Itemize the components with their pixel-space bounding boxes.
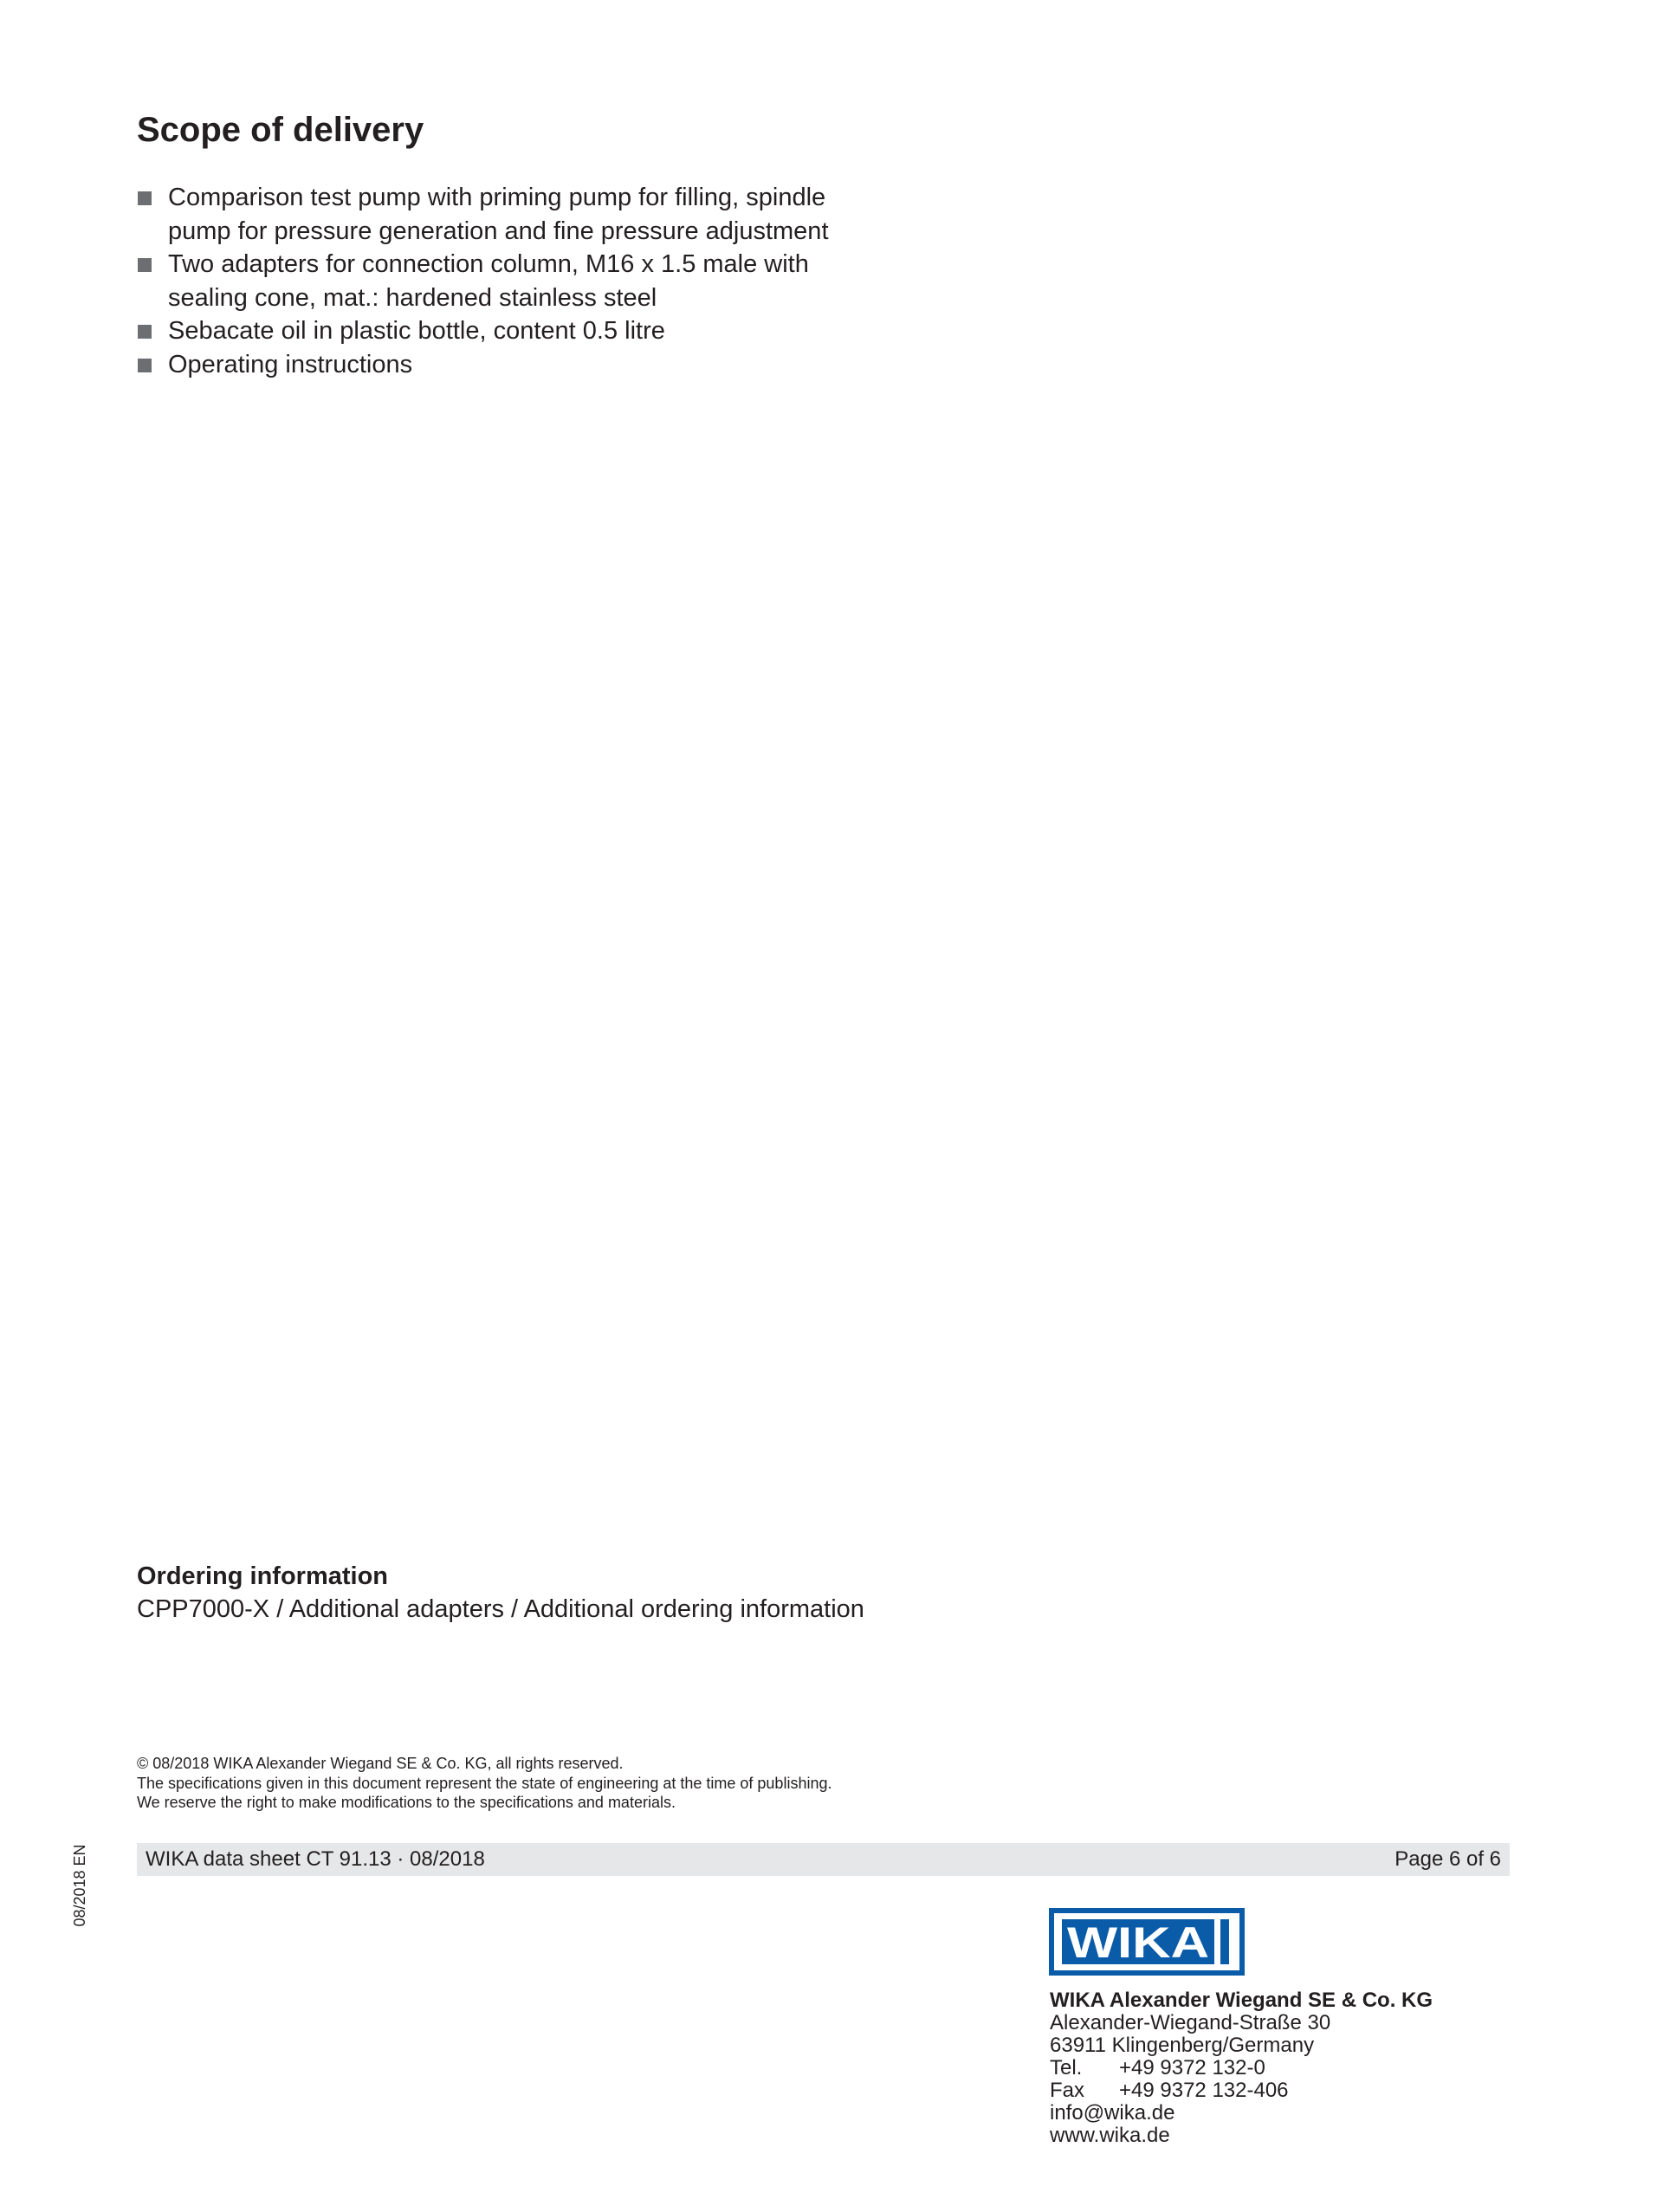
list-item xyxy=(137,314,864,348)
wika-logo xyxy=(1049,1908,1245,1976)
modifications-line: We reserve the right to make modifications to the specifications and materials. xyxy=(137,1794,676,1811)
ordering-text: CPP7000-X / Additional adapters / Additional ordering information xyxy=(137,1595,864,1623)
section-title-scope: Scope of delivery xyxy=(137,111,424,149)
section-title-ordering: Ordering information xyxy=(137,1562,388,1590)
company-fax xyxy=(1050,2079,1433,2102)
company-phone xyxy=(1050,2057,1433,2079)
logo-wordmark: WIKA xyxy=(1067,1918,1209,1967)
phone-label: Tel. xyxy=(1050,2056,1083,2079)
phone-number: +49 9372 132-0 xyxy=(1119,2056,1265,2079)
list-item-text: Comparison test pump with priming pump for filling, spindle pump for pressure generation and fine pressure adjustment xyxy=(168,184,829,245)
list-item xyxy=(137,348,864,382)
list-item xyxy=(137,181,864,248)
specifications-line: The specifications given in this document represent the state of engineering at the time of publishing. xyxy=(137,1774,832,1792)
scope-list xyxy=(137,181,864,381)
company-website: www.wika.de xyxy=(1050,2124,1170,2147)
list-item xyxy=(137,248,864,314)
company-name: WIKA Alexander Wiegand SE & Co. KG xyxy=(1050,1989,1433,2012)
company-street: Alexander-Wiegand-Straße 30 xyxy=(1050,2011,1331,2034)
data-sheet-label: WIKA data sheet CT 91.13 · 08/2018 xyxy=(146,1847,485,1871)
square-bullet-icon xyxy=(138,325,152,339)
company-city: 63911 Klingenberg/Germany xyxy=(1050,2034,1315,2057)
list-item-text: Two adapters for connection column, M16 x 1.5 male with sealing cone, mat.: hardened stainless steel xyxy=(168,250,809,312)
square-bullet-icon xyxy=(138,258,152,272)
company-email: info@wika.de xyxy=(1050,2101,1175,2125)
list-item-text: Operating instructions xyxy=(168,350,413,378)
footer-bar xyxy=(137,1843,1510,1876)
page-number: Page 6 of 6 xyxy=(1394,1847,1501,1871)
copyright-line: © 08/2018 WIKA Alexander Wiegand SE & Co. KG, all rights reserved. xyxy=(137,1755,624,1772)
list-item-text: Sebacate oil in plastic bottle, content 0.5 litre xyxy=(168,317,665,345)
company-address xyxy=(1050,1989,1433,2147)
square-bullet-icon xyxy=(138,359,152,372)
fax-label: Fax xyxy=(1050,2079,1085,2102)
square-bullet-icon xyxy=(138,191,152,205)
fax-number: +49 9372 132-406 xyxy=(1119,2079,1289,2102)
edition-stamp: 08/2018 EN xyxy=(71,1844,88,1927)
copyright-notice xyxy=(137,1754,832,1813)
